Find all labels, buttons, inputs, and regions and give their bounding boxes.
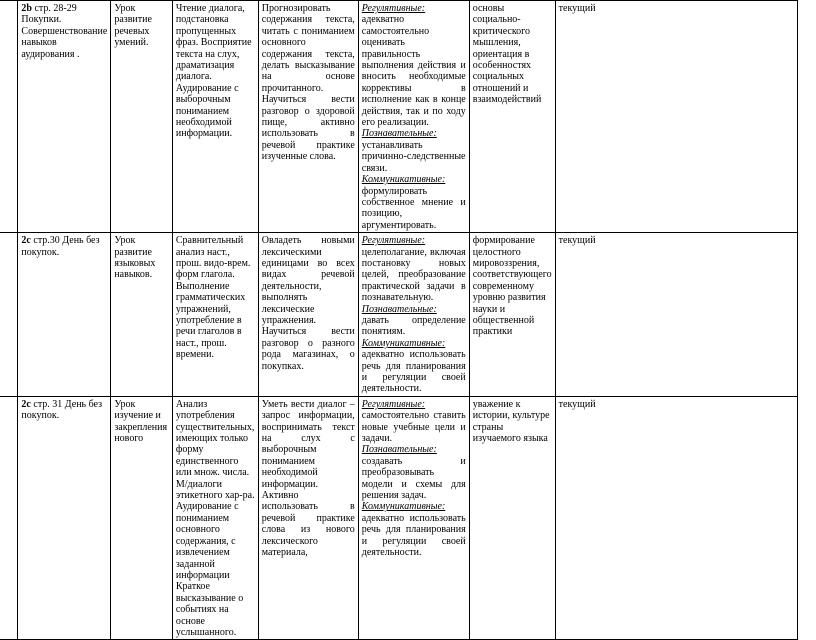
personal-results: формирование целостного мировоззрения, соответствующего современному уровню развития науки и общественной практики (469, 233, 555, 397)
lesson-number (0, 233, 18, 397)
lesson-topic: стр.30 День без покупок. (21, 235, 100, 258)
subject-results: Прогнозировать содержания текста, читать с пониманием основного содержания текста, делать высказывание на основе прочитанного. Научиться вести разговор о здоровой пище, активно использовать в речевой практике изученные слова. (258, 1, 358, 233)
lesson-type: Урок развитие речевых умений. (111, 1, 173, 233)
cognitive-label: Познавательные: (361, 444, 437, 456)
lesson-topic: стр. 31 День без покупок. (21, 398, 103, 422)
lesson-topic-cell (18, 1, 111, 233)
personal-results: уважение к истории, культуре страны изучаемого языка (469, 396, 555, 640)
cognitive-label: Познавательные: (361, 128, 437, 140)
communicative-label: Коммуникативные: (361, 337, 446, 349)
control-type: текущий (555, 233, 797, 397)
communicative-text: адекватно использовать речь для планирования и регуляции своей деятельности. (361, 512, 466, 559)
lesson-topic: стр. 28-29 Покупки. Совершенствование навыков аудирования . (21, 3, 108, 60)
cognitive-text: давать определение понятиям. (361, 314, 466, 338)
lesson-topic-cell (18, 233, 111, 397)
regulative-text: адекватно самостоятельно оценивать правильность выполнения действия и вносить необходимые коррективы в исполнение как в конце действия, так и по ходу его реализации. (361, 14, 466, 129)
personal-results: основы социально-критического мышления, ориентация в особенностях социальных отношений и взаимодействий (469, 1, 555, 233)
regulative-text: самостоятельно ставить новые учебные цели и задачи. (361, 410, 466, 445)
cognitive-label: Познавательные: (361, 303, 437, 315)
lesson-number (0, 396, 18, 640)
lesson-code: 2c (21, 235, 31, 247)
cognitive-text: создавать и преобразовывать модели и схемы для решения задач. (361, 455, 466, 502)
activities: Чтение диалога, подстановка пропущенных фраз. Восприятие текста на слух, драматизация диалога. Аудирование с выборочным пониманием необходимой информации. (172, 1, 258, 233)
regulative-text: целеполагание, включая постановку новых целей, преобразование практической задачи в познавательную. (361, 246, 466, 304)
communicative-label: Коммуникативные: (361, 501, 446, 513)
communicative-text: формулировать собственное мнение и позицию, аргументировать. (361, 185, 466, 231)
activities: Сравнительный анализ наст., прош. видо-врем. форм глагола. Выполнение грамматических упражнений, употребление в речи глаголов в наст., прош. времени. (172, 233, 258, 397)
lesson-code: 2c (21, 398, 31, 410)
control-type: текущий (555, 396, 797, 640)
lesson-topic-cell (18, 396, 111, 640)
activities: Анализ употребления существительных, имеющих только форму единственного или множ. числа. М/диалоги этикетного хар-ра. Аудирование с пониманием основного содержания, с извлечением заданной информации Краткое высказывание о событиях на основе услышанного. (172, 396, 258, 640)
meta-results (358, 233, 469, 397)
cognitive-text: устанавливать причинно-следственные связи. (361, 139, 466, 174)
regulative-label: Регулятивные: (361, 398, 426, 410)
lesson-type: Урок изучение и закрепления нового (111, 396, 173, 640)
lesson-type: Урок развитие языковых навыков. (111, 233, 173, 397)
meta-results (358, 396, 469, 640)
table-row (0, 1, 798, 233)
subject-results: Уметь вести диалог – запрос информации, воспринимать текст на слух с выборочным пониманием необходимой информации. Активно использовать в речевой практике слова из нового лексического материала, (258, 396, 358, 640)
lesson-number (0, 1, 18, 233)
regulative-label: Регулятивные: (361, 3, 426, 14)
control-type: текущий (555, 1, 797, 233)
regulative-label: Регулятивные: (361, 235, 426, 247)
communicative-text: адекватно использовать речь для планирования и регуляции своей деятельности. (361, 349, 466, 395)
table-row (0, 396, 798, 640)
table-row (0, 233, 798, 397)
communicative-label: Коммуникативные: (361, 174, 446, 186)
meta-results (358, 1, 469, 233)
subject-results: Овладеть новыми лексическими единицами во всех видах речевой деятельности, выполнять лексические упражнения. Научиться вести разговор о разного рода магазинах, о покупках. (258, 233, 358, 397)
lesson-code: 2b (21, 3, 32, 14)
